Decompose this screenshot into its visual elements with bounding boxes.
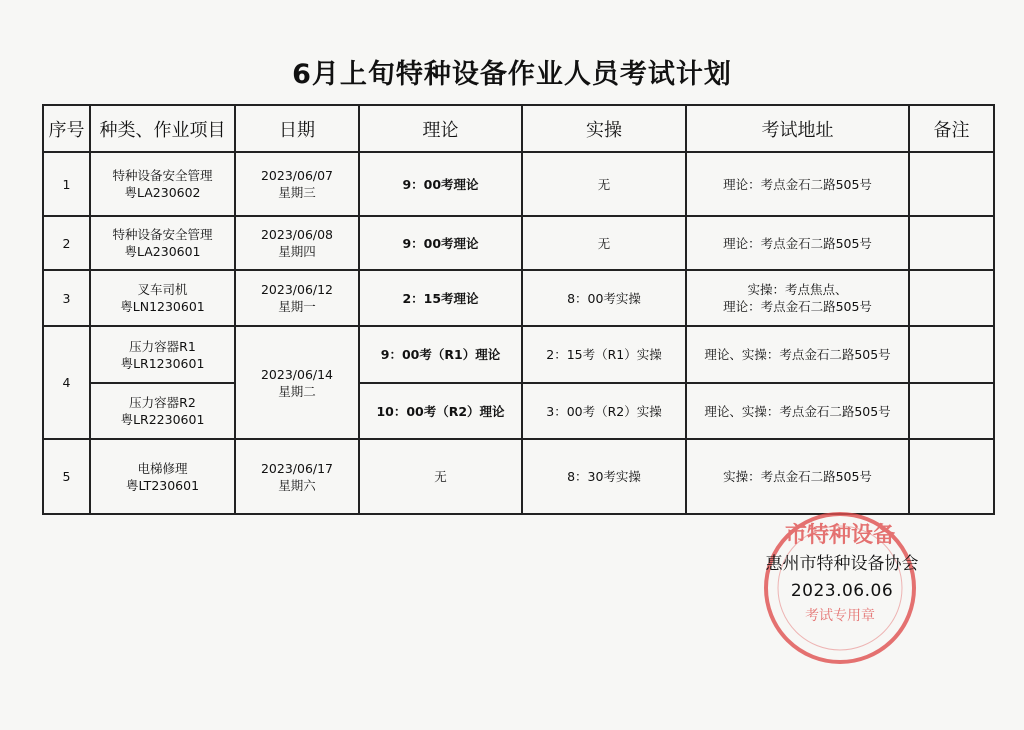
item-cell <box>90 383 235 439</box>
row-number: 3 <box>43 270 90 326</box>
header-remark: 备注 <box>909 105 994 152</box>
item-cell <box>90 270 235 326</box>
item-cell <box>90 439 235 514</box>
address-cell <box>686 270 909 326</box>
header-address: 考试地址 <box>686 105 909 152</box>
address-cell: 理论、实操：考点金石二路505号 <box>686 326 909 383</box>
theory-cell: 2：15考理论 <box>359 270 522 326</box>
table-row <box>43 152 994 216</box>
exam-date: 2023/06/07 <box>260 168 334 183</box>
item-name: 特种设备安全管理 <box>112 227 213 242</box>
exam-weekday: 星期四 <box>278 244 316 259</box>
item-cell <box>90 152 235 216</box>
item-cell <box>90 326 235 383</box>
row-number: 5 <box>43 439 90 514</box>
practice-cell: 无 <box>522 216 686 270</box>
seal-inner-text: 考试专用章 <box>805 608 875 624</box>
header-no: 序号 <box>43 105 90 152</box>
practice-cell: 8：00考实操 <box>522 270 686 326</box>
item-cell <box>90 216 235 270</box>
table-row <box>43 439 994 514</box>
practice-cell: 2：15考（R1）实操 <box>522 326 686 383</box>
theory-cell: 9：00考理论 <box>359 152 522 216</box>
header-item: 种类、作业项目 <box>90 105 235 152</box>
theory-cell: 无 <box>359 439 522 514</box>
date-cell <box>235 270 359 326</box>
address-cell: 理论：考点金石二路505号 <box>686 152 909 216</box>
item-code: 粤LA230601 <box>124 244 201 259</box>
item-name: 压力容器R1 <box>129 338 196 354</box>
exam-weekday: 星期六 <box>278 477 316 493</box>
table-row <box>43 216 994 270</box>
theory-cell: 9：00考理论 <box>359 216 522 270</box>
remark-cell <box>909 439 994 514</box>
practice-cell: 3：00考（R2）实操 <box>522 383 686 439</box>
exam-weekday: 星期三 <box>278 185 316 200</box>
address-cell: 实操：考点金石二路505号 <box>686 439 909 514</box>
remark-cell <box>909 270 994 326</box>
issuing-organization: 惠州市特种设备协会 <box>765 554 919 574</box>
seal-outer-text: 市特种设备 <box>784 523 896 548</box>
theory-cell: 10：00考（R2）理论 <box>359 383 522 439</box>
remark-cell <box>909 326 994 383</box>
date-cell <box>235 439 359 514</box>
address-line: 实操：考点焦点、 <box>747 282 848 297</box>
header-date: 日期 <box>235 105 359 152</box>
issue-date: 2023.06.06 <box>790 581 894 601</box>
remark-cell <box>909 152 994 216</box>
item-code: 粤LT230601 <box>125 477 200 493</box>
table-row <box>43 383 994 439</box>
table-row <box>43 326 994 383</box>
date-cell <box>235 326 359 439</box>
exam-date: 2023/06/08 <box>260 227 334 242</box>
exam-date: 2023/06/12 <box>260 282 334 297</box>
address-line: 理论：考点金石二路505号 <box>723 299 872 314</box>
address-cell: 理论：考点金石二路505号 <box>686 216 909 270</box>
item-code: 粤LA230602 <box>124 185 201 200</box>
theory-cell: 9：00考（R1）理论 <box>359 326 522 383</box>
item-name: 叉车司机 <box>137 282 188 297</box>
date-cell <box>235 216 359 270</box>
document-title: 6月上旬特种设备作业人员考试计划 <box>292 59 732 90</box>
item-code: 粤LN1230601 <box>120 299 205 314</box>
row-number: 1 <box>43 152 90 216</box>
practice-cell: 8：30考实操 <box>522 439 686 514</box>
exam-date: 2023/06/17 <box>260 460 334 476</box>
item-code: 粤LR2230601 <box>120 412 205 427</box>
item-name: 压力容器R2 <box>129 395 196 410</box>
date-cell <box>235 152 359 216</box>
exam-schedule-table <box>42 104 995 515</box>
table-header-row <box>43 105 994 152</box>
remark-cell <box>909 383 994 439</box>
exam-date: 2023/06/14 <box>260 366 334 382</box>
practice-cell: 无 <box>522 152 686 216</box>
remark-cell <box>909 216 994 270</box>
row-number: 4 <box>43 326 90 439</box>
header-practice: 实操 <box>522 105 686 152</box>
item-name: 特种设备安全管理 <box>112 168 213 183</box>
address-cell: 理论、实操：考点金石二路505号 <box>686 383 909 439</box>
header-theory: 理论 <box>359 105 522 152</box>
exam-weekday: 星期一 <box>278 299 316 314</box>
item-name: 电梯修理 <box>137 460 188 476</box>
table-row <box>43 270 994 326</box>
item-code: 粤LR1230601 <box>120 355 205 371</box>
exam-weekday: 星期二 <box>278 383 316 399</box>
document-footer <box>752 552 932 603</box>
row-number: 2 <box>43 216 90 270</box>
